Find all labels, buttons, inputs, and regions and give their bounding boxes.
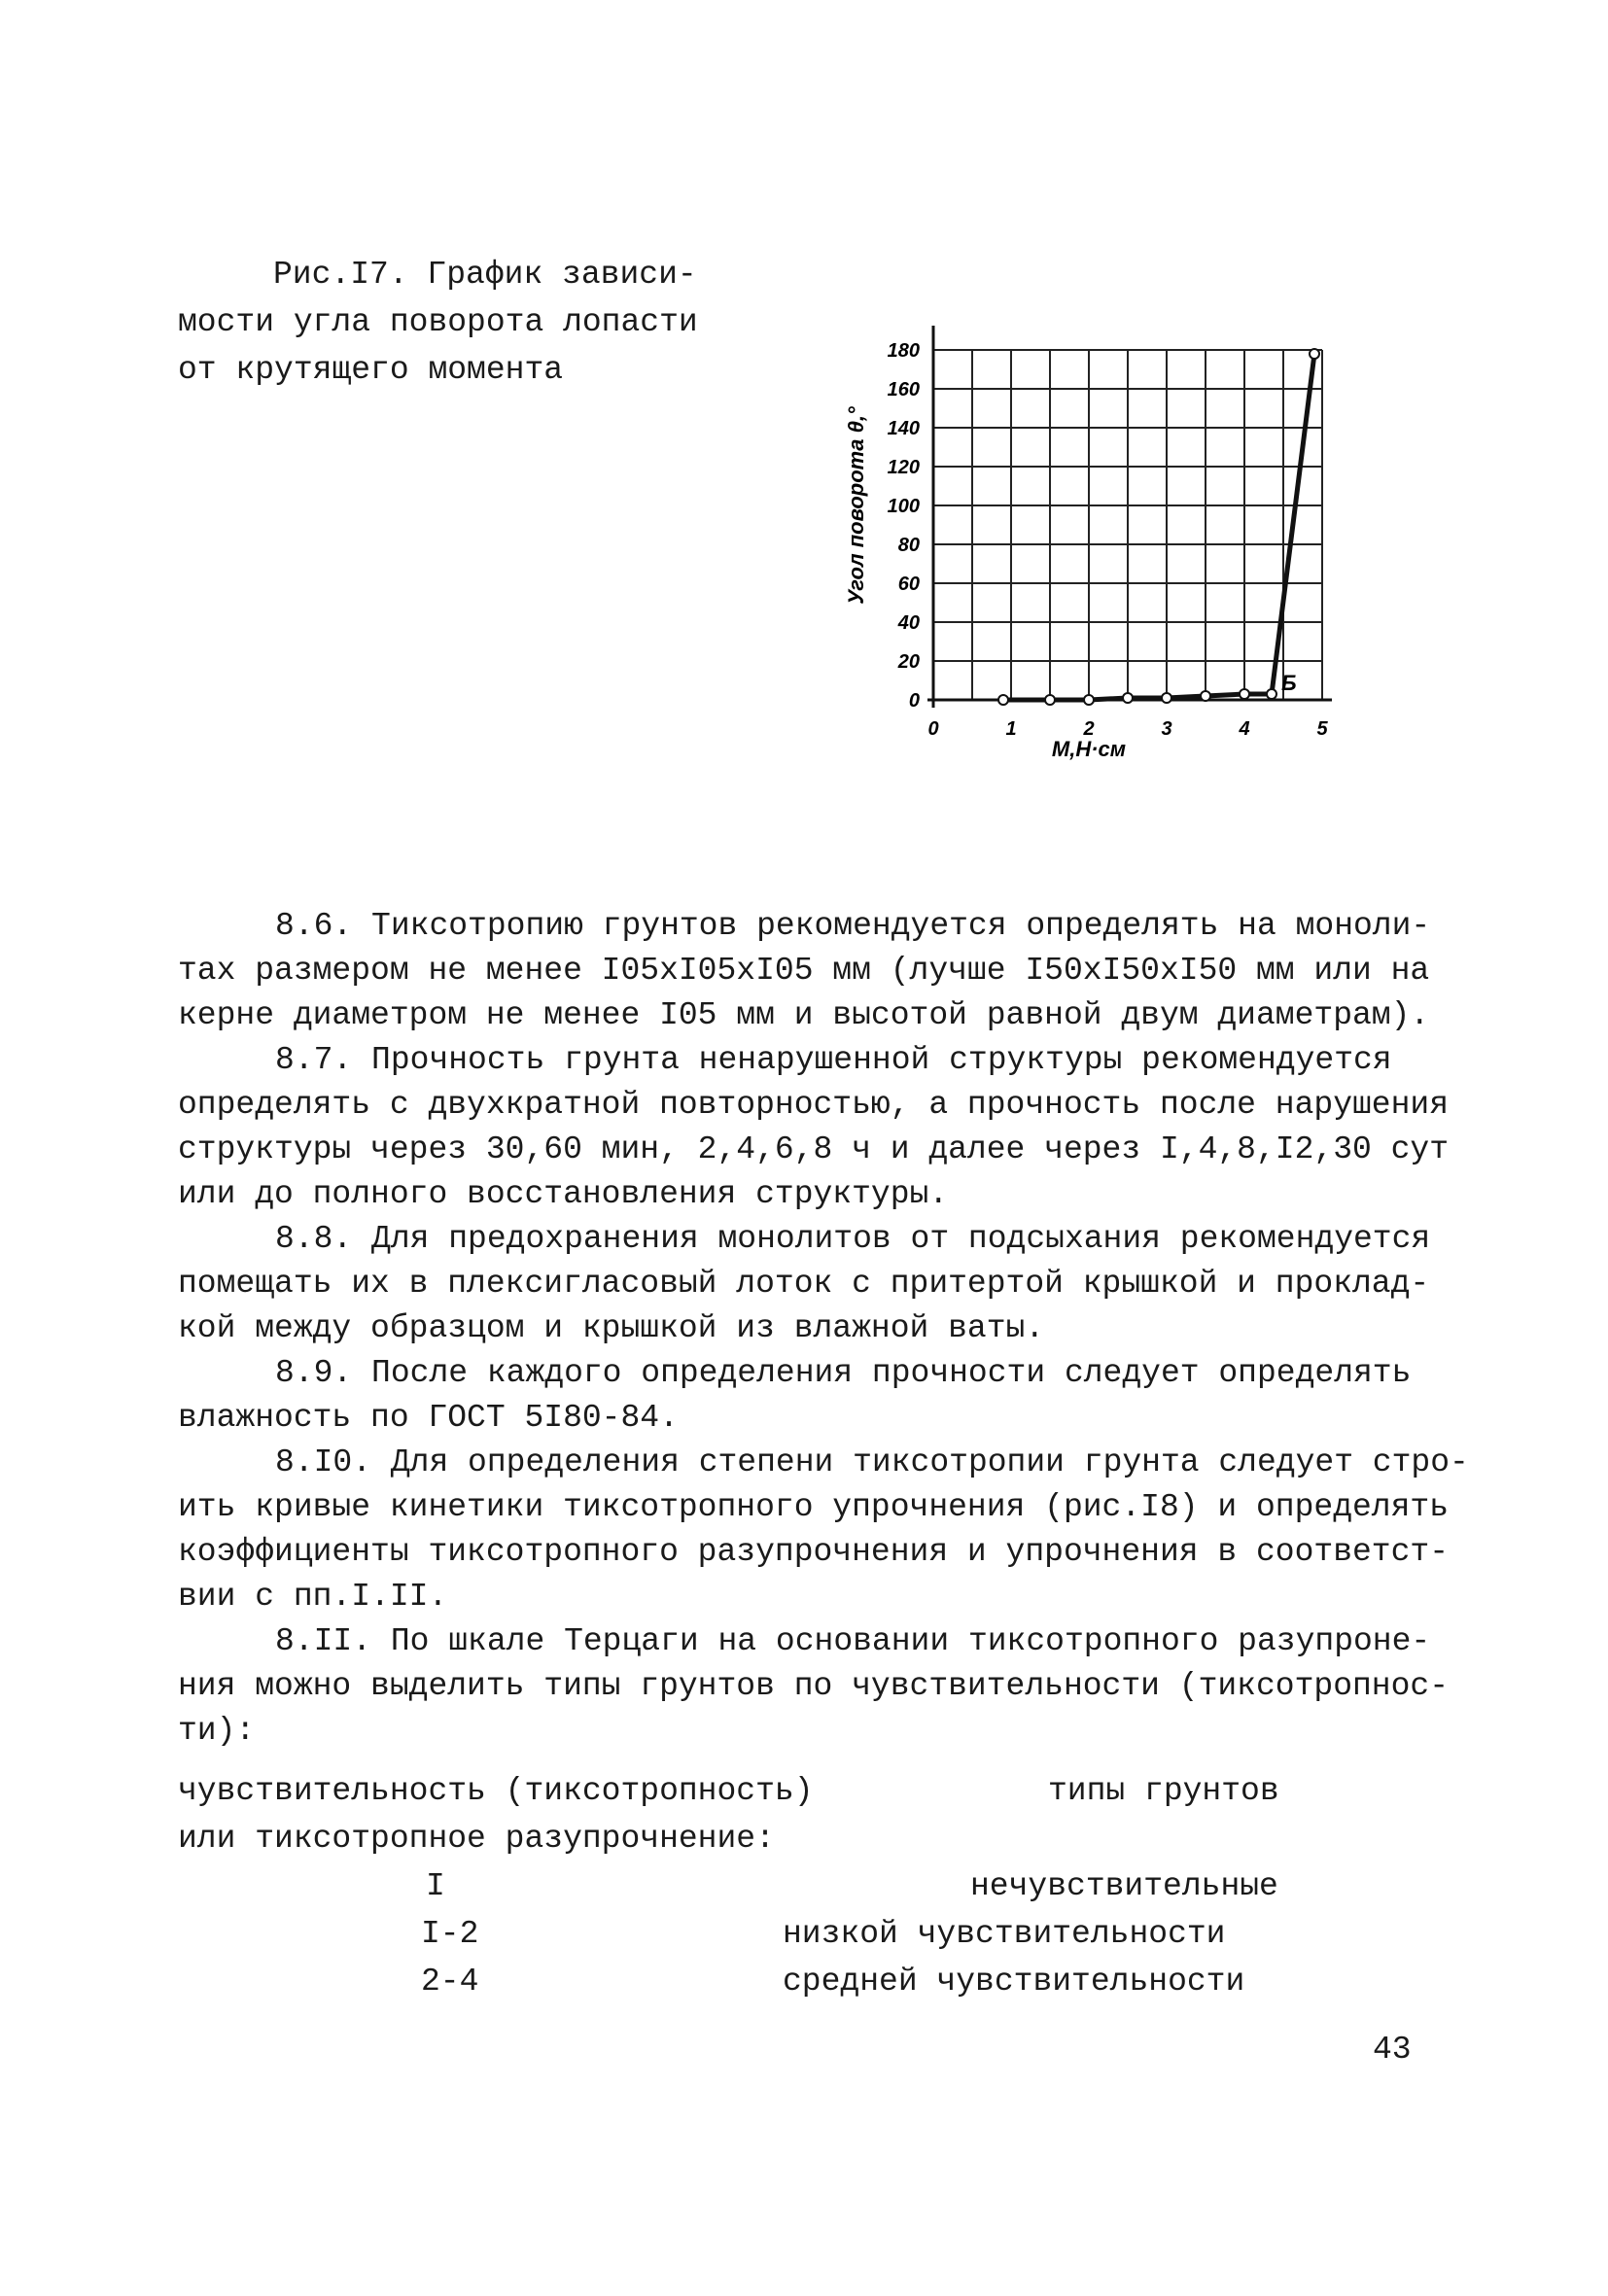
paragraph-line: ить кривые кинетики тиксотропного упрочнения (рис.I8) и определять — [178, 1489, 1450, 1525]
paragraph-number: 8.6. — [275, 908, 353, 944]
sensitivity-table — [178, 1767, 1442, 2005]
y-axis-label: Угол поворота θ,° — [844, 406, 868, 605]
y-tick-label: 80 — [897, 535, 920, 556]
caption-line: Рис.I7. График зависи- — [273, 257, 697, 293]
table-cell-value: I — [426, 1868, 445, 1904]
paragraph-8-7 — [178, 1038, 1450, 1217]
y-tick-labels — [888, 340, 920, 712]
y-tick-label: 140 — [887, 418, 920, 439]
data-point — [1084, 695, 1094, 705]
paragraph-8-11 — [178, 1619, 1450, 1754]
paragraph-8-6 — [178, 904, 1432, 1038]
y-tick-label: 0 — [908, 690, 920, 712]
table-header-row — [178, 1815, 1442, 1862]
x-axis-label: М,Н·см — [1051, 737, 1127, 761]
paragraph-number: 8.8. — [275, 1221, 353, 1257]
chart-grid — [933, 350, 1322, 700]
table-header-softening: или тиксотропное разупрочнение: — [178, 1821, 775, 1857]
paragraph-line: Прочность грунта ненарушенной структуры рекомендуется — [371, 1042, 1392, 1078]
table-header-sensitivity: чувствительность (тиксотропность) — [178, 1773, 814, 1809]
data-point — [1310, 349, 1319, 359]
paragraph-line: помещать их в плексигласовый лоток с притертой крышкой и проклад- — [178, 1266, 1430, 1302]
paragraph-line: Тиксотропию грунтов рекомендуется определять на моноли- — [371, 908, 1431, 944]
paragraph-line: кой между образцом и крышкой из влажной ваты. — [178, 1310, 1045, 1346]
figure-caption — [178, 251, 698, 394]
paragraph-number: 8.II. — [275, 1623, 372, 1659]
y-tick-label: 40 — [897, 612, 920, 634]
x-tick-label: 5 — [1316, 718, 1328, 740]
chart-axes — [927, 326, 1332, 708]
y-tick-label: 60 — [897, 574, 920, 595]
paragraph-line: После каждого определения прочности следует определять — [371, 1355, 1412, 1391]
chart-annotations — [1281, 671, 1297, 695]
paragraph-line: или до полного восстановления структуры. — [178, 1176, 949, 1212]
data-point — [1123, 693, 1133, 703]
data-point — [1267, 689, 1276, 699]
table-cell-type: нечувствительные — [970, 1868, 1278, 1904]
caption-line: мости угла поворота лопасти — [178, 304, 698, 340]
paragraph-number: 8.I0. — [275, 1444, 372, 1480]
paragraph-line: Для определения степени тиксотропии грунта следует стро- — [390, 1444, 1469, 1480]
table-cell-value: I-2 — [421, 1916, 479, 1952]
paragraph-number: 8.9. — [275, 1355, 353, 1391]
paragraph-8-8 — [178, 1217, 1432, 1351]
table-header-row — [178, 1767, 1442, 1815]
table-row — [178, 1958, 1442, 2005]
y-tick-label: 100 — [887, 496, 920, 517]
data-point — [998, 695, 1008, 705]
paragraph-line: определять с двухкратной повторностью, а прочность после нарушения — [178, 1087, 1450, 1123]
paragraph-number: 8.7. — [275, 1042, 353, 1078]
x-tick-label: 2 — [1083, 718, 1095, 740]
table-cell-type: низкой чувствительности — [783, 1916, 1226, 1952]
x-tick-label: 0 — [927, 718, 939, 740]
x-tick-label: 1 — [1005, 718, 1017, 740]
y-tick-label: 120 — [887, 457, 920, 478]
table-row — [178, 1862, 1442, 1910]
table-cell-type: средней чувствительности — [783, 1964, 1245, 2000]
chart-annotation: Б — [1281, 671, 1297, 695]
table-row — [178, 1910, 1442, 1958]
paragraph-line: керне диаметром не менее I05 мм и высотой равной двум диаметрам). — [178, 997, 1430, 1033]
paragraph-line: ния можно выделить типы грунтов по чувствительности (тиксотропнос- — [178, 1668, 1450, 1704]
paragraph-line: влажность по ГОСТ 5I80-84. — [178, 1400, 679, 1436]
x-tick-labels — [927, 718, 1328, 740]
data-point — [1201, 691, 1210, 701]
series-points — [998, 349, 1319, 705]
data-point — [1240, 689, 1249, 699]
data-point — [1162, 693, 1171, 703]
y-tick-label: 20 — [897, 651, 920, 673]
paragraph-line: ти): — [178, 1713, 256, 1749]
y-tick-label: 160 — [887, 379, 920, 400]
y-tick-label: 180 — [887, 340, 920, 362]
paragraph-line: тах размером не менее I05xI05xI05 мм (лучше I50xI50xI50 мм или на — [178, 953, 1430, 989]
paragraph-line: структуры через 30,60 мин, 2,4,6,8 ч и далее через I,4,8,I2,30 сут — [178, 1131, 1450, 1167]
x-tick-label: 4 — [1239, 718, 1250, 740]
rotation-angle-chart — [826, 311, 1342, 768]
body-text — [178, 904, 1469, 1754]
paragraph-line: вии с пп.I.II. — [178, 1579, 448, 1615]
paragraph-8-10 — [178, 1441, 1469, 1619]
paragraph-line: По шкале Терцаги на основании тиксотропного разупроне- — [390, 1623, 1431, 1659]
caption-line: от крутящего момента — [178, 352, 564, 388]
table-cell-value: 2-4 — [421, 1964, 479, 2000]
data-point — [1045, 695, 1055, 705]
table-header-soil-types: типы грунтов — [1048, 1773, 1279, 1809]
x-tick-label: 3 — [1161, 718, 1172, 740]
paragraph-8-9 — [178, 1351, 1432, 1441]
paragraph-line: Для предохранения монолитов от подсыхания рекомендуется — [371, 1221, 1431, 1257]
page-number: 43 — [1373, 2032, 1412, 2068]
paragraph-line: коэффициенты тиксотропного разупрочнения и упрочнения в соответст- — [178, 1534, 1450, 1570]
